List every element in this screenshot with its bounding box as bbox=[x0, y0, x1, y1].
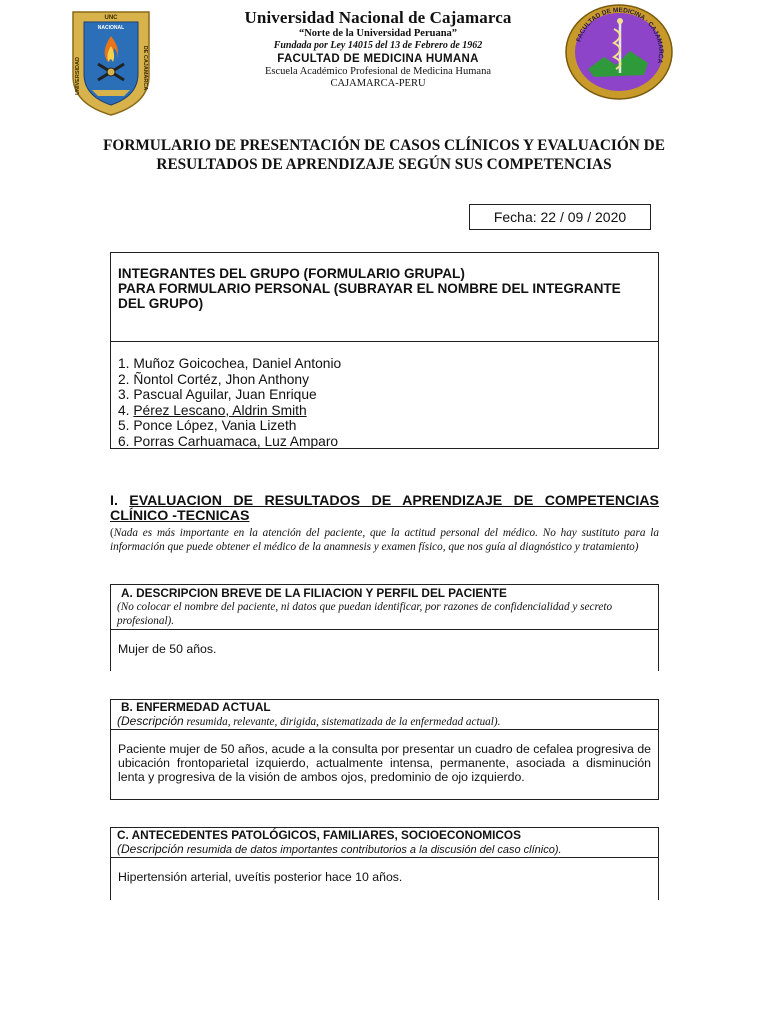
university-seal-logo bbox=[70, 6, 152, 118]
team-member-5: 5. Ponce López, Vania Lizeth bbox=[118, 418, 297, 433]
section-heading: EVALUACION DE RESULTADOS DE APRENDIZAJE DE COMPETENCIAS CLÍNICO -TECNICAS bbox=[110, 493, 659, 524]
card-a-title: A. DESCRIPCION BREVE DE LA FILIACION Y PERFIL DEL PACIENTE bbox=[121, 586, 507, 600]
faculty-seal-ring-text: FACULTAD DE MEDICINA · CAJAMARCA bbox=[575, 6, 665, 65]
card-c-title: C. ANTECEDENTES PATOLÓGICOS, FAMILIARES, SOCIOECONOMICOS bbox=[117, 828, 521, 842]
card-b-body: Paciente mujer de 50 años, acude a la consulta por presentar un cuadro de cefalea progresiva de ubicación frontoparietal izquierdo, actualmente intensa, permanente, asociada a disminución lenta y progresiva de la visión de ambos ojos, predominio de ojo izquierdo. bbox=[110, 730, 659, 800]
card-c-note: (Descripción resumida de datos importantes contributorios a la discusión del caso clínico). bbox=[117, 842, 562, 856]
faculty-name: FACULTAD DE MEDICINA HUMANA bbox=[277, 53, 479, 65]
team-member-2: 2. Ñontol Cortéz, Jhon Anthony bbox=[118, 371, 309, 387]
section-roman: I. bbox=[110, 493, 118, 509]
letterhead bbox=[160, 8, 596, 90]
seal-right-text: DE CAJAMARCA bbox=[142, 45, 148, 91]
university-motto: “Norte de la Universidad Peruana” bbox=[298, 28, 458, 39]
team-heading-group: INTEGRANTES DEL GRUPO (FORMULARIO GRUPAL) bbox=[118, 266, 465, 281]
card-current-illness bbox=[110, 699, 659, 800]
university-name: Universidad Nacional de Cajamarca bbox=[244, 8, 512, 27]
section-note: (Nada es más importante en la atención del paciente, que la actitud personal del médico. No hay sustituto para la información que puede obtener el médico de la anamnesis y examen físico, que nos guía al diagnóstico y tratamiento) bbox=[110, 527, 659, 553]
team-heading bbox=[111, 253, 658, 342]
card-a-body: Mujer de 50 años. bbox=[110, 630, 659, 671]
team-member-3: 3. Pascual Aguilar, Juan Enrique bbox=[118, 387, 317, 402]
seal-left-text: UNIVERSIDAD bbox=[75, 57, 81, 95]
team-member-1: 1. Muñoz Goicochea, Daniel Antonio bbox=[118, 356, 342, 371]
team-member-6: 6. Porras Carhuamaca, Luz Amparo bbox=[118, 433, 339, 449]
team-member-4-underlined: 4. Pérez Lescano, Aldrin Smith bbox=[118, 402, 307, 418]
card-patient-profile bbox=[110, 584, 659, 671]
school-name: Escuela Académico Profesional de Medicina Humana bbox=[265, 66, 491, 77]
team-heading-personal: PARA FORMULARIO PERSONAL (SUBRAYAR EL NOMBRE DEL INTEGRANTE DEL GRUPO) bbox=[118, 281, 621, 311]
seal-top-text: UNC bbox=[104, 15, 118, 21]
team-members-list bbox=[111, 342, 658, 449]
faculty-seal-logo bbox=[564, 3, 674, 101]
seal-band-text: NACIONAL bbox=[97, 25, 125, 31]
form-title: FORMULARIO DE PRESENTACIÓN DE CASOS CLÍNICOS Y EVALUACIÓN DE RESULTADOS DE APRENDIZAJE SEGÚN SUS COMPETENCIAS bbox=[103, 137, 665, 173]
card-b-note: (Descripción resumida, relevante, dirigida, sistematizada de la enfermedad actual). bbox=[117, 714, 501, 728]
date-field: Fecha: 22 / 09 / 2020 bbox=[469, 204, 651, 230]
foundation-law: Fundada por Ley 14015 del 13 de Febrero de 1962 bbox=[273, 40, 483, 51]
city-name: CAJAMARCA-PERU bbox=[330, 78, 426, 89]
card-a-note: (No colocar el nombre del paciente, ni datos que puedan identificar, por razones de confidencialidad y secreto profesional). bbox=[117, 601, 613, 627]
card-b-title: B. ENFERMEDAD ACTUAL bbox=[121, 700, 271, 714]
section-title bbox=[110, 494, 659, 524]
card-c-body: Hipertensión arterial, uveítis posterior hace 10 años. bbox=[110, 858, 659, 900]
team-members-box bbox=[110, 252, 659, 449]
card-background-history bbox=[110, 827, 659, 900]
